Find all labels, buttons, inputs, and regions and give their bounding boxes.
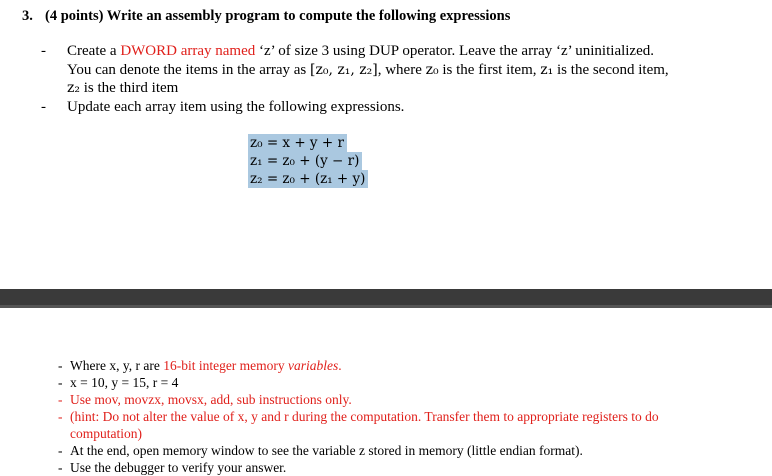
list-dash: -: [58, 443, 63, 458]
array-notation: [z₀, z₁, z₂]: [310, 61, 378, 78]
text-span: Create a: [67, 43, 121, 59]
list-item: [58, 442, 758, 459]
question-title: (4 points) Write an assembly program to compute the following expressions: [45, 8, 511, 24]
bullet-2-text: Update each array item using the following expressions.: [67, 99, 405, 115]
list-item: [58, 408, 758, 442]
equation-z1: z₁ = z₀ + (y − r): [248, 152, 362, 170]
bullet-dash-1: -: [41, 43, 46, 59]
list-dash: -: [58, 392, 63, 407]
text-span: is the second item,: [553, 61, 669, 78]
z0-symbol: z₀: [425, 61, 439, 78]
list-item: [58, 374, 758, 391]
bullet-dash-2: -: [41, 99, 46, 115]
list-dash: -: [58, 358, 63, 373]
equation-block: [248, 134, 368, 188]
z2-symbol: z₂: [67, 80, 80, 96]
text-span: ‘z’ of size 3 using DUP operator. Leave the array ‘z’ uninitialized.: [255, 43, 654, 59]
memory-window-note: At the end, open memory window to see the variable z stored in memory (little endian format).: [70, 443, 583, 458]
dword-array-highlight: DWORD array named: [120, 43, 256, 59]
list-dash: -: [58, 409, 63, 424]
text-span: is the third item: [80, 80, 179, 96]
text-span: .: [338, 358, 342, 373]
variable-values: x = 10, y = 15, r = 4: [70, 375, 179, 390]
allowed-instructions: Use mov, movzx, movsx, add, sub instructions only.: [70, 392, 352, 407]
list-dash: -: [58, 375, 63, 390]
equation-z2: z₂ = z₀ + (z₁ + y): [248, 170, 368, 188]
text-span: You can denote the items in the array as: [67, 61, 310, 78]
text-span: Where x, y, r are: [70, 358, 164, 373]
hint-line-1: (hint: Do not alter the value of x, y and r during the computation. Transfer them to appropriate registers to do: [70, 409, 659, 424]
text-span: is the first item,: [438, 61, 541, 78]
debugger-note: Use the debugger to verify your answer.: [70, 460, 287, 475]
page-separator-edge: [0, 305, 772, 308]
text-span: , where: [377, 61, 426, 78]
bullet-1-line-1: [67, 42, 757, 61]
list-item: [58, 357, 758, 374]
bullet-1-line-3: [67, 79, 757, 98]
list-item: [58, 459, 758, 476]
hint-line-2: computation): [70, 426, 142, 441]
question-number: 3.: [22, 8, 33, 24]
equation-z0: z₀ = x + y + r: [248, 134, 347, 152]
list-dash: -: [58, 460, 63, 475]
variables-highlight: variables: [288, 358, 339, 373]
z1-symbol: z₁: [540, 61, 554, 78]
bullet-1-text: [67, 42, 757, 98]
bullet-1-line-2: [67, 61, 757, 80]
notes-list: [58, 357, 758, 476]
list-item: [58, 391, 758, 408]
bit-integer-highlight: 16-bit integer memory: [163, 358, 289, 373]
